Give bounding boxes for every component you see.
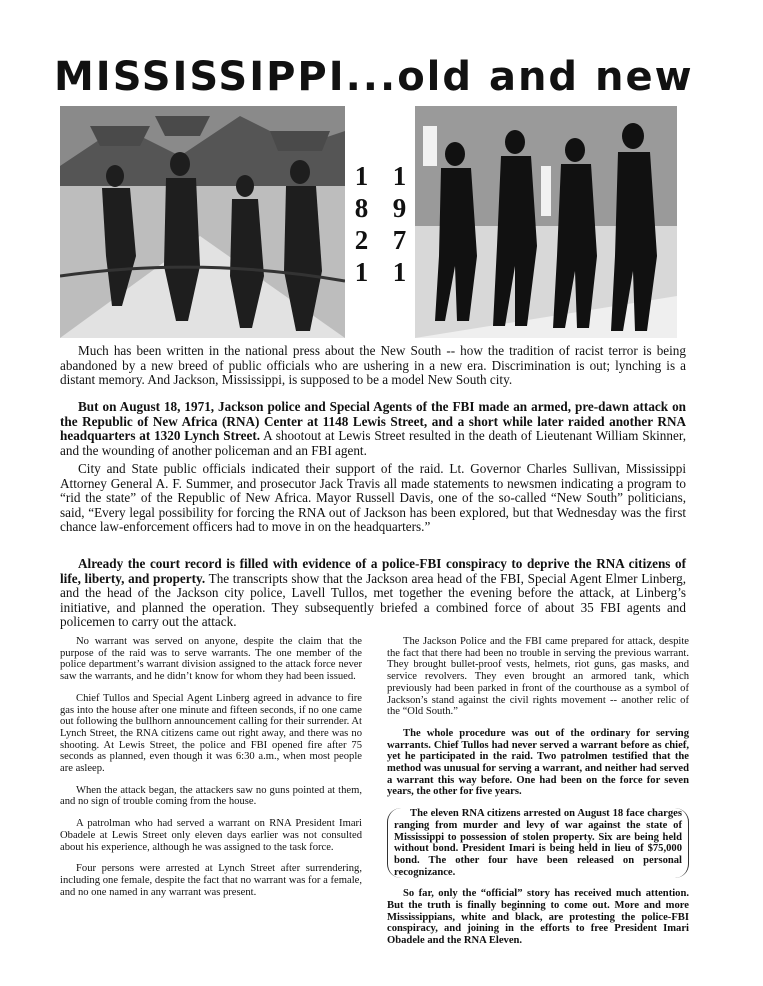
intro-paragraph-4-rest: The transcripts show that the Jackson area head of the FBI, Special Agent Elmer Linberg, and the head of the Jackson city police, Lavell Tullos, met together the evening before the attack, at Linberg’s initiative, and planned the operation. They subsequently briefed a combined force of about 35 FBI agents and policemen to carry out the attack. — [60, 570, 686, 630]
year-new-digit: 1 — [392, 161, 408, 191]
year-old-digit: 8 — [354, 193, 370, 223]
page-headline: MISSISSIPPI...old and new — [54, 54, 694, 100]
intro-paragraph-4 — [60, 557, 686, 630]
year-new-digit: 1 — [392, 257, 408, 287]
year-new-digit: 9 — [392, 193, 408, 223]
right-column-paragraph: The Jackson Police and the FBI came prepared for attack, despite the fact that there had been no trouble in serving the previous warrant. They brought bullet-proof vests, helmets, riot guns, gas masks, and service revolvers. They even brought an armored tank, which previously had been parked in front of the courthouse as a symbol of Jackson’s stand against the civil rights movement -- another relic of the “Old South.” — [387, 636, 689, 718]
left-column — [60, 636, 362, 908]
left-column-paragraph: When the attack began, the attackers saw no guns pointed at them, and no sign of trouble coming from the house. — [60, 784, 362, 808]
right-column-paragraph: The whole procedure was out of the ordinary for serving warrants. Chief Tullos had never served a warrant before as chief, yet he participated in the raid. Two patrolmen testified that the method was unusual for serving a warrant, and neither had served a warrant this way before. One had been on the force for seven years, the other for five years. — [387, 727, 689, 798]
year-old-digit: 1 — [354, 257, 370, 287]
intro-paragraph-2-bold: But on August 18, 1971, Jackson police and Special Agents of the FBI made an armed, pre-dawn attack on the Republic of New Africa (RNA) Center at 1148 Lewis Street, and a short while later raided another RNA headquarters at 1320 Lynch Street. — [60, 399, 686, 444]
left-column-paragraph: Four persons were arrested at Lynch Street after surrendering, including one female, despite the fact that no warrant was for a female, and no one named in any warrant was present. — [60, 863, 362, 898]
historical-photo-1821 — [60, 106, 345, 338]
intro-paragraph-3: City and State public officials indicated their support of the raid. Lt. Governor Charles Sullivan, Mississippi Attorney General A. F. Summer, and prosecutor Jack Travis all made statements to newsmen indicating a program to “rid the state” of the Republic of New Africa. Mayor Russell Davis, one of the so-called “New South” politicians, said, “Every legal possibility for forcing the RNA out of Jackson has been explored, but that Wednesday was the first chance law-enforcement officers had to move in on the headquarters.” — [60, 461, 686, 535]
intro-paragraph-1: Much has been written in the national press about the New South -- how the tradition of racist terror is being abandoned by a new breed of public officials who are ushering in a new era. Discrimination is out; lynching is a distant memory. And Jackson, Mississippi, is supposed to be a model New South city. — [60, 343, 686, 388]
year-new-digit: 7 — [392, 225, 408, 255]
intro-paragraph-2 — [60, 400, 686, 458]
right-column — [387, 636, 689, 957]
year-old-digit: 1 — [354, 161, 370, 191]
left-column-paragraph: No warrant was served on anyone, despite the claim that the purpose of the raid was to serve warrants. The one member of the police department’s warrant division assigned to the attack force never saw the warrants, and he didn’t know for whom they had been issued. — [60, 636, 362, 683]
year-old-digit: 2 — [354, 225, 370, 255]
charges-callout: The eleven RNA citizens arrested on August 18 face charges ranging from murder and levy of war against the state of Mississippi to possession of stolen property. Six are being held without bond. President Imari is being held in lieu of $75,000 bond. The other four have been released on personal recognizance. — [387, 808, 689, 878]
historical-photo-1971 — [415, 106, 677, 338]
years-comparison — [350, 160, 412, 288]
right-column-paragraph: So far, only the “official” story has received much attention. But the truth is finally beginning to come out. More and more Mississippians, white and black, are protesting the police-FBI conspiracy, and joining in the efforts to free President Imari Obadele and the RNA Eleven. — [387, 888, 689, 947]
left-column-paragraph: Chief Tullos and Special Agent Linberg agreed in advance to fire gas into the house after one minute and fifteen seconds, if no one came out following the bullhorn announcement calling for their surrender. At Lynch Street, the RNA citizens came out right away, and there was no shooting. At Lewis Street, the police and FBI opened fire after 75 seconds as planned, even though it was 6:30 a.m., when most people are asleep. — [60, 692, 362, 775]
left-column-paragraph: A patrolman who had served a warrant on RNA President Imari Obadele at Lewis Street only eleven days earlier was not consulted about his experience, although he was assigned to the task force. — [60, 818, 362, 853]
intro-paragraph-4-bold: Already the court record is filled with evidence of a police-FBI conspiracy to deprive the RNA citizens of life, liberty, and property. — [60, 556, 686, 586]
intro-paragraph-2-rest: A shootout at Lewis Street resulted in the death of Lieutenant William Skinner, and the wounding of another policeman and an FBI agent. — [60, 428, 686, 458]
